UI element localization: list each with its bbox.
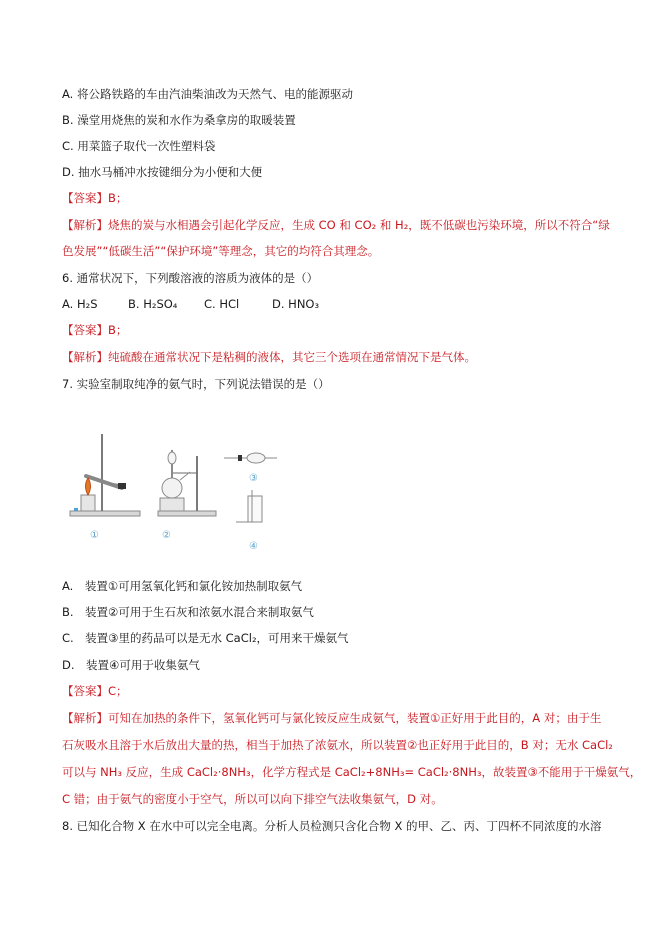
- answer-value: B；: [108, 191, 128, 205]
- answer-tag: 【答案】: [62, 191, 108, 205]
- figure-label-3: ③: [249, 473, 258, 484]
- figure-label-2: ②: [162, 530, 171, 541]
- analysis-text: 烧焦的炭与水相遇会引起化学反应，生成 CO 和 CO₂ 和 H₂，既不低碳也污染环境，所以不符合“绿: [108, 218, 610, 232]
- q7-answer: [62, 684, 631, 698]
- q7-analysis-line3: 可以与 NH₃ 反应，生成 CaCl₂·8NH₃，化学方程式是 CaCl₂+8NH₃= CaCl₂·8NH₃，故装置③不能用于干燥氨气，: [62, 765, 642, 779]
- q5-option-d: D. 抽水马桶冲水按键细分为小便和大便: [62, 165, 263, 179]
- q7-option-a: A. 装置①可用氢氧化钙和氯化铵加热制取氨气: [62, 579, 303, 593]
- figure-label-1: ①: [90, 530, 99, 541]
- q6-options: [62, 297, 631, 311]
- apparatus-3-icon: [224, 453, 277, 463]
- q6-option-c: C. HCl: [204, 297, 240, 311]
- q6-stem: 6. 通常状况下，下列酸溶液的溶质为液体的是（）: [62, 271, 319, 285]
- q7-analysis-line1: [62, 711, 631, 725]
- q6-analysis: [62, 350, 631, 364]
- apparatus-2-icon: [158, 450, 216, 516]
- q7-option-c: C. 装置③里的药品可以是无水 CaCl₂，可用来干燥氨气: [62, 631, 349, 645]
- apparatus-figure: [62, 428, 302, 556]
- answer-tag: 【答案】: [62, 684, 108, 698]
- q5-option-b: B. 澡堂用烧焦的炭和水作为桑拿房的取暖装置: [62, 113, 296, 127]
- q5-option-c: C. 用菜篮子取代一次性塑料袋: [62, 139, 216, 153]
- apparatus-1-icon: [70, 434, 140, 516]
- q5-answer: [62, 191, 631, 205]
- answer-tag: 【答案】: [62, 323, 108, 337]
- q5-analysis-line1: [62, 218, 631, 232]
- apparatus-4-icon: [236, 490, 262, 522]
- q6-option-b: B. H₂SO₄: [128, 297, 178, 311]
- analysis-tag: 【解析】: [62, 711, 108, 725]
- answer-value: C；: [108, 684, 128, 698]
- q6-option-a: A. H₂S: [62, 297, 98, 311]
- q5-analysis-line2: 色发展”“低碳生活”“保护环境”等理念，其它的均符合其理念。: [62, 244, 380, 258]
- analysis-text: 可知在加热的条件下，氢氧化钙可与氯化铵反应生成氨气，装置①正好用于此目的，A 对；由于生: [108, 711, 602, 725]
- q6-option-d: D. HNO₃: [272, 297, 320, 311]
- analysis-tag: 【解析】: [62, 218, 108, 232]
- q7-analysis-line2: 石灰吸水且溶于水后放出大量的热，相当于加热了浓氨水，所以装置②也正好用于此目的，B 对；无水 CaCl₂: [62, 738, 613, 752]
- q7-stem: 7. 实验室制取纯净的氨气时，下列说法错误的是（）: [62, 377, 330, 391]
- q8-stem: 8. 已知化合物 X 在水中可以完全电离。分析人员检测只含化合物 X 的甲、乙、丙、丁四杯不同浓度的水溶: [62, 819, 602, 833]
- figure-label-4: ④: [249, 541, 258, 552]
- q5-option-a: A. 将公路铁路的车由汽油柴油改为天然气、电的能源驱动: [62, 87, 353, 101]
- q7-option-b: B. 装置②可用于生石灰和浓氨水混合来制取氨气: [62, 605, 314, 619]
- analysis-text: 纯硫酸在通常状况下是粘稠的液体，其它三个选项在通常情况下是气体。: [108, 350, 476, 364]
- q7-option-d: D. 装置④可用于收集氨气: [62, 658, 200, 672]
- answer-value: B；: [108, 323, 128, 337]
- q7-analysis-line4: C 错；由于氨气的密度小于空气，所以可以向下排空气法收集氨气，D 对。: [62, 792, 443, 806]
- q6-answer: [62, 323, 631, 337]
- analysis-tag: 【解析】: [62, 350, 108, 364]
